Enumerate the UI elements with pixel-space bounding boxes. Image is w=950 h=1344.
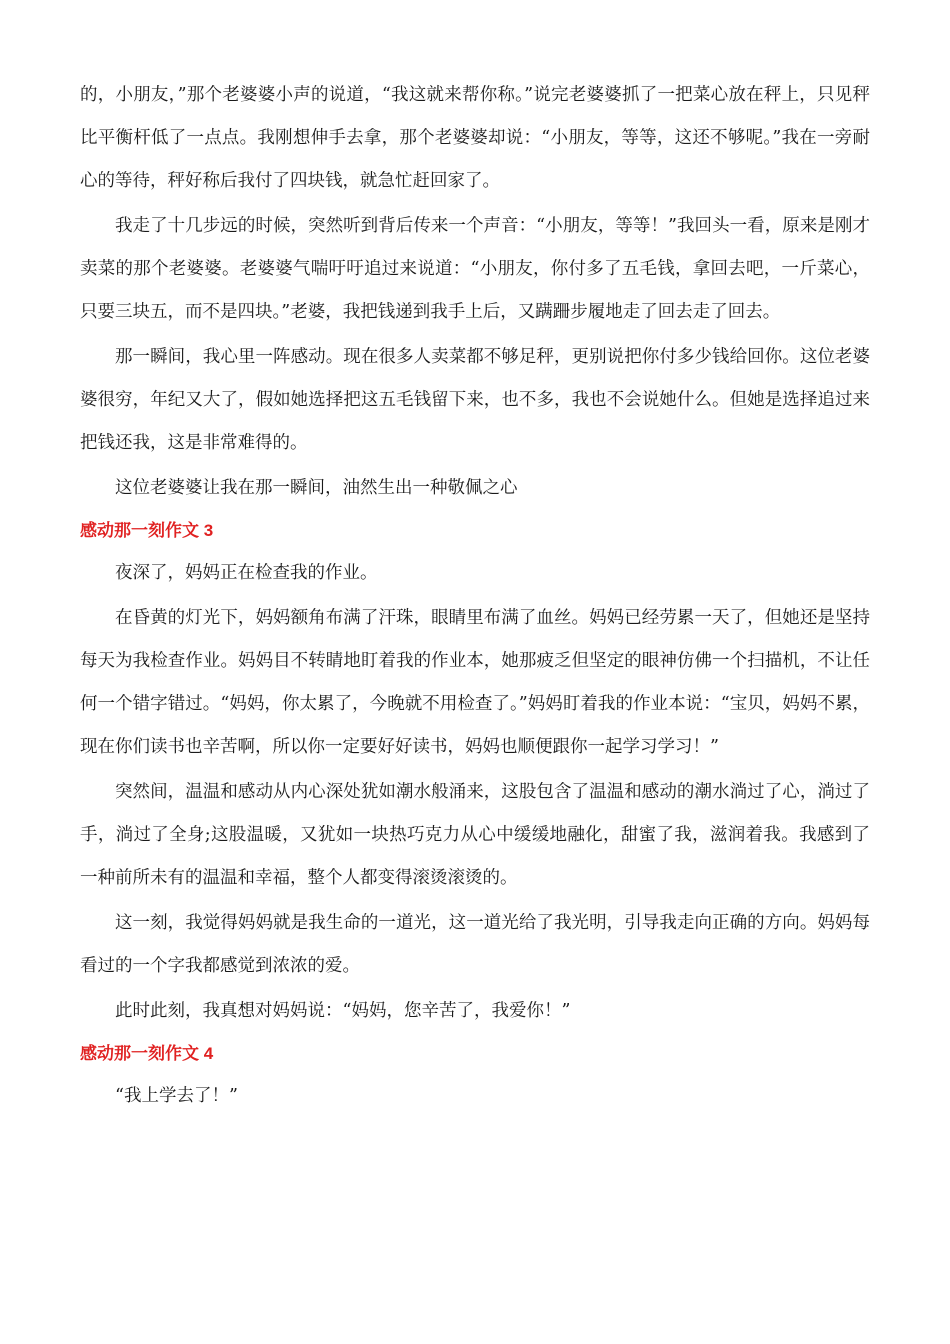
paragraph: 突然间，温温和感动从内心深处犹如潮水般涌来，这股包含了温温和感动的潮水淌过了心，淌过了手，淌过了全身;这股温暖，又犹如一块热巧克力从心中缓缓地融化，甜蜜了我，滋润着我。我感到了一种前所未有的温温和幸福，整个人都变得滚烫滚烫的。 — [80, 782, 870, 888]
paragraph: 在昏黄的灯光下，妈妈额角布满了汗珠，眼睛里布满了血丝。妈妈已经劳累一天了，但她还是坚持每天为我检查作业。妈妈目不转睛地盯着我的作业本，她那疲乏但坚定的眼神仿佛一个扫描机，不让任何一个错字错过。“妈妈，你太累了，今晚就不用检查了。”妈妈盯着我的作业本说：“宝贝，妈妈不累，现在你们读书也辛苦啊，所以你一定要好好读书，妈妈也顺便跟你一起学习学习！” — [80, 608, 870, 757]
paragraph: 的，小朋友，”那个老婆婆小声的说道，“我这就来帮你称。”说完老婆婆抓了一把菜心放在秤上，只见秤比平衡杆低了一点点。我刚想伸手去拿，那个老婆婆却说：“小朋友，等等，这还不够呢。”我在一旁耐心的等待，秤好称后我付了四块钱，就急忙赶回家了。 — [80, 85, 870, 191]
paragraph: 那一瞬间，我心里一阵感动。现在很多人卖菜都不够足秤，更别说把你付多少钱给回你。这位老婆婆很穷，年纪又大了，假如她选择把这五毛钱留下来，也不多，我也不会说她什么。但她是选择追过来把钱还我，这是非常难得的。 — [80, 347, 870, 453]
paragraph: 夜深了，妈妈正在检查我的作业。 — [115, 563, 378, 583]
paragraph: 这一刻，我觉得妈妈就是我生命的一道光，这一道光给了我光明，引导我走向正确的方向。妈妈每看过的一个字我都感觉到浓浓的爱。 — [80, 913, 870, 976]
paragraph: 这位老婆婆让我在那一瞬间，油然生出一种敬佩之心 — [115, 478, 518, 498]
section-heading: 感动那一刻作文 3 — [80, 521, 214, 540]
paragraph: 此时此刻，我真想对妈妈说：“妈妈，您辛苦了，我爱你！” — [115, 1001, 571, 1021]
document-page — [80, 74, 870, 1118]
section-heading: 感动那一刻作文 4 — [80, 1044, 214, 1063]
paragraph: “我上学去了！” — [115, 1086, 238, 1106]
paragraph: 我走了十几步远的时候，突然听到背后传来一个声音：“小朋友，等等！”我回头一看，原来是刚才卖菜的那个老婆婆。老婆婆气喘吁吁追过来说道：“小朋友，你付多了五毛钱，拿回去吧，一斤菜心，只要三块五，而不是四块。”老婆，我把钱递到我手上后，又蹒跚步履地走了回去走了回去。 — [80, 216, 870, 322]
